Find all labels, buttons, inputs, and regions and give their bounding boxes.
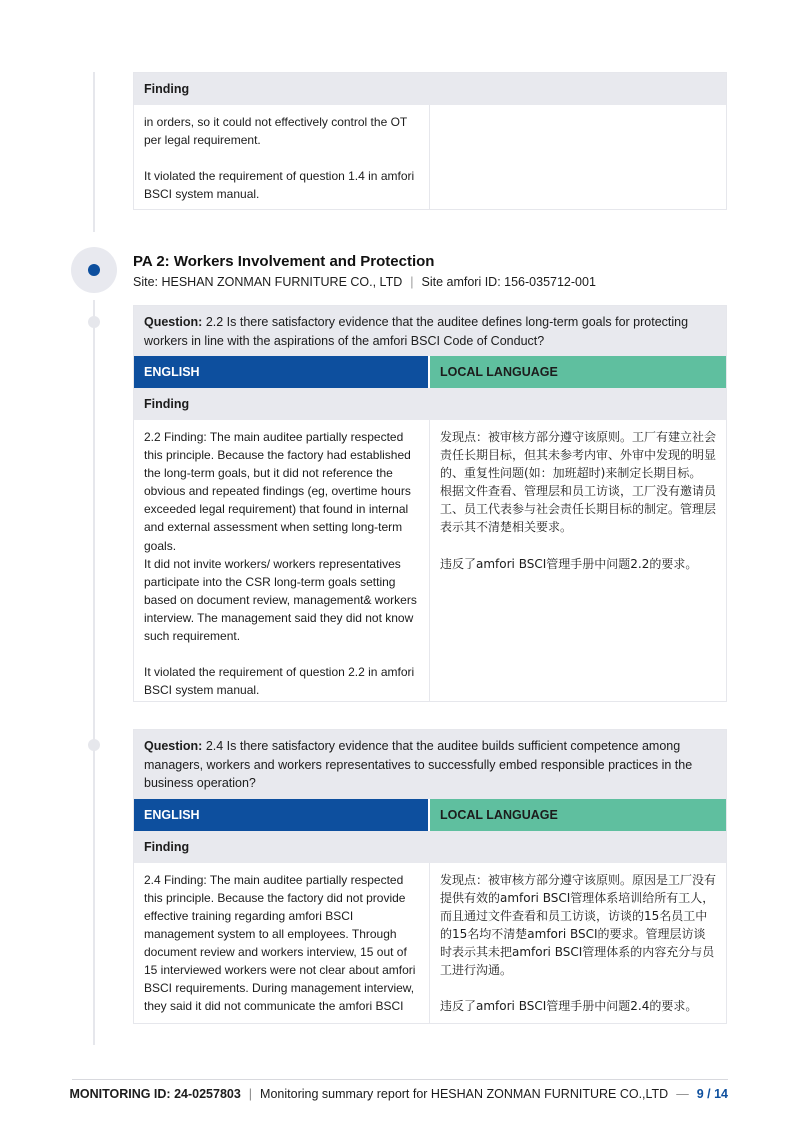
question-marker-1 <box>88 316 100 328</box>
local-finding-cell <box>430 105 726 209</box>
paragraph-gap <box>144 149 419 167</box>
text-line: It violated the requirement of question 1.4 in amfori <box>144 169 415 184</box>
local-paragraph: 违反了amfori BSCI管理手册中问题2.2的要求。 <box>440 556 698 571</box>
english-header: ENGLISH <box>134 799 430 831</box>
english-paragraph: 2.2 Finding: The main auditee partially respected this principle. Because the factory had established the long-term goals, but it did not reference the obvious and repeated findings (eg, overtime hours exceeded legal requirement) that found in internal and external assessment when setting long-term goals. <box>144 430 411 553</box>
text-line: in orders, so it could not effectively control the OT <box>144 115 408 129</box>
text-line: per legal requirement. <box>144 133 261 148</box>
timeline-line-main <box>93 300 95 1045</box>
finding-label: Finding <box>134 73 726 105</box>
section-site-line <box>133 275 596 289</box>
footer-dash: — <box>676 1087 689 1101</box>
question-label: Question: <box>144 739 203 753</box>
monitoring-id: MONITORING ID: 24-0257803 <box>69 1087 241 1101</box>
english-paragraph: It violated the requirement of question 2.2 in amfori BSCI system manual. <box>144 665 415 698</box>
english-paragraph: It did not invite workers/ workers representatives participate into the CSR long-term goals setting based on document review, management& workers interview. The management said they did not know such requirement. <box>144 556 417 644</box>
english-finding-cell <box>134 105 430 209</box>
language-header-row <box>134 799 726 831</box>
english-finding-cell <box>134 863 430 1023</box>
section-marker-dot <box>88 264 100 276</box>
site-name: Site: HESHAN ZONMAN FURNITURE CO., LTD <box>133 275 403 289</box>
local-paragraph: 根据文件查看、管理层和员工访谈，工厂没有邀请员工、员工代表参与社会责任长期目标的制定。管理层表示其不清楚相关要求。 <box>440 484 717 535</box>
question-marker-2 <box>88 739 100 751</box>
question-table-2-4 <box>133 729 727 1024</box>
timeline-line-top <box>93 72 95 232</box>
question-table-2-2 <box>133 305 727 702</box>
section-title: PA 2: Workers Involvement and Protection <box>133 253 435 270</box>
finding-label: Finding <box>134 831 726 863</box>
local-language-header: LOCAL LANGUAGE <box>430 356 726 388</box>
local-paragraph: 发现点：被审核方部分遵守该原则。工厂有建立社会责任长期目标，但其未参考内审、外审中发现的明显的、重复性问题(如：加班超时)来制定长期目标。 <box>440 430 717 481</box>
english-finding-cell <box>134 420 430 701</box>
local-paragraph: 发现点：被审核方部分遵守该原则。原因是工厂没有提供有效的amfori BSCI管理体系培训给所有工人，而且通过文件查看和员工访谈，访谈的15名员工中的15名均不清楚amfori BSCI的要求。管理层访谈时表示其未把amfori BSCI管理体系的内容充分与员工进行沟通。 <box>440 872 717 977</box>
footer-separator: | <box>248 1087 253 1101</box>
paragraph-gap <box>144 645 419 663</box>
report-title: Monitoring summary report for HESHAN ZONMAN FURNITURE CO.,LTD <box>260 1087 669 1101</box>
finding-label: Finding <box>134 388 726 420</box>
text-line: BSCI system manual. <box>144 187 260 202</box>
site-amfori-id: Site amfori ID: 156-035712-001 <box>421 275 596 289</box>
local-paragraph: 违反了amfori BSCI管理手册中问题2.4的要求。 <box>440 999 698 1014</box>
page-footer <box>69 1087 728 1101</box>
english-header: ENGLISH <box>134 356 430 388</box>
language-header-row <box>134 356 726 388</box>
question-text: 2.2 Is there satisfactory evidence that the auditee defines long-term goals for protecting workers in line with the aspirations of the amfori BSCI Code of Conduct? <box>144 315 689 348</box>
question-row <box>134 730 726 799</box>
paragraph-gap <box>440 979 716 997</box>
site-separator: | <box>410 275 414 289</box>
finding-table-1-4 <box>133 72 727 210</box>
question-label: Question: <box>144 315 203 329</box>
footer-divider <box>72 1079 728 1080</box>
paragraph-gap <box>440 537 716 555</box>
question-text: 2.4 Is there satisfactory evidence that the auditee builds sufficient competence among managers, workers and workers representatives to successfully embed responsible practices in the business operation? <box>144 739 693 790</box>
local-language-header: LOCAL LANGUAGE <box>430 799 726 831</box>
english-paragraph: 2.4 Finding: The main auditee partially respected this principle. Because the factory did not provide effective training regarding amfori BSCI management system to all employees. Through document review and workers interview, 15 out of 15 interviewed workers were not clear about amfori BSCI requirements. During management interview, they said it did not communicate the amfori BSCI <box>144 872 416 1014</box>
local-finding-cell <box>430 420 726 701</box>
question-row <box>134 306 726 356</box>
section-marker <box>71 247 117 293</box>
local-finding-cell <box>430 863 726 1023</box>
page-number: 9 / 14 <box>696 1087 728 1101</box>
